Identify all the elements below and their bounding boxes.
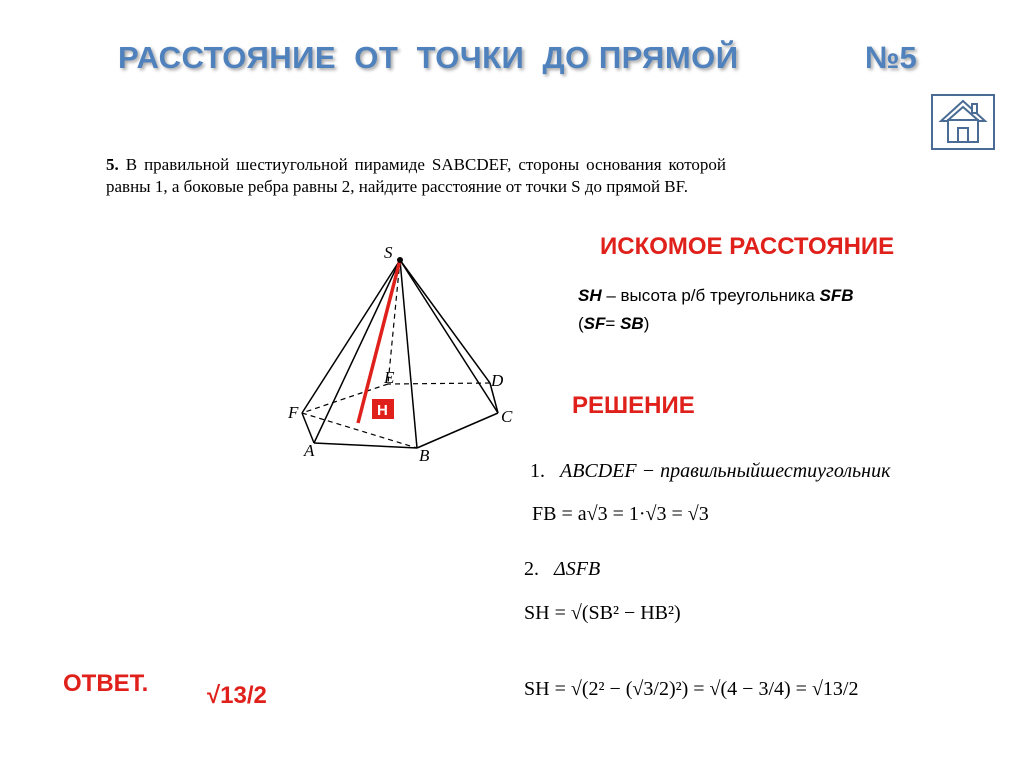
label-H: H xyxy=(377,402,388,419)
edge-SB xyxy=(400,260,417,448)
pyramid-figure xyxy=(280,238,550,473)
step2-formula-2: SH = √(2² − (√3/2)²) = √(4 − 3/4) = √13/2 xyxy=(524,678,859,700)
step2-formula-1: SH = √(SB² − HB²) xyxy=(524,602,681,624)
sb-term: SB xyxy=(620,314,644,333)
step1-text: ABCDEF − правильныйшестиугольник xyxy=(560,460,891,482)
step2-line xyxy=(524,558,600,581)
sought-description xyxy=(578,282,854,338)
label-C: C xyxy=(501,407,513,426)
edge-BC xyxy=(417,413,498,448)
edge-FA xyxy=(302,413,314,443)
sh-desc-text: – высота р/б треугольника xyxy=(601,286,820,305)
label-A: A xyxy=(304,441,315,460)
segment-SH xyxy=(358,260,400,423)
label-B: B xyxy=(419,446,430,465)
step1-formula: FB = a√3 = 1·√3 = √3 xyxy=(532,503,709,525)
slide-title: РАССТОЯНИЕ ОТ ТОЧКИ ДО ПРЯМОЙ xyxy=(118,40,739,75)
step1-line xyxy=(530,460,890,483)
label-E: E xyxy=(384,368,395,387)
sfb-term: SFB xyxy=(819,286,854,305)
step1-number: 1. xyxy=(530,460,545,482)
step2-number: 2. xyxy=(524,558,539,580)
edge-SC xyxy=(400,260,498,413)
label-S: S xyxy=(384,243,393,262)
sf-term: SF xyxy=(583,314,606,333)
problem-number-badge: №5 xyxy=(865,40,917,75)
edge-SD xyxy=(400,260,490,383)
answer-value: √13/2 xyxy=(207,682,267,709)
label-F: F xyxy=(288,403,299,422)
problem-text: В правильной шестиугольной пирамиде SABCDEF, стороны основания которой равны 1, а боковые ребра равны 2, найдите расстояние от точки S до прямой BF. xyxy=(106,155,726,196)
edge-SF xyxy=(302,260,400,413)
sh-term: SH xyxy=(578,286,602,305)
paren-close: ) xyxy=(643,314,650,333)
problem-statement xyxy=(106,154,726,198)
step2-text: ΔSFB xyxy=(554,558,601,580)
paren-open: ( xyxy=(578,314,584,333)
vertex-S-dot xyxy=(397,257,403,263)
answer-label: ОТВЕТ. xyxy=(63,670,149,697)
label-D: D xyxy=(491,371,504,390)
edge-AB xyxy=(314,443,417,448)
home-icon xyxy=(933,96,993,148)
home-button[interactable] xyxy=(931,94,995,150)
equals-sign: = xyxy=(605,314,621,333)
solution-heading: РЕШЕНИЕ xyxy=(572,392,695,419)
sought-heading: ИСКОМОЕ РАССТОЯНИЕ xyxy=(600,233,895,260)
edge-DE xyxy=(388,383,490,384)
problem-number: 5. xyxy=(106,155,119,174)
